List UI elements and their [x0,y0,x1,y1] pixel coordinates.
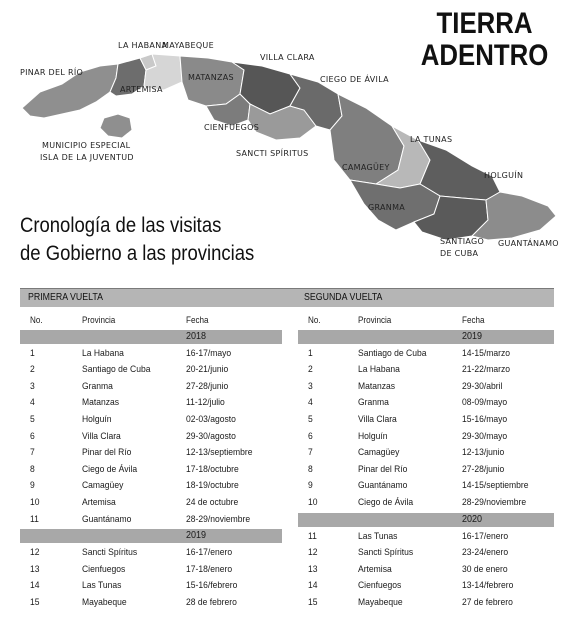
primera-vuelta-title: PRIMERA VUELTA [28,292,103,303]
row-provincia: Las Tunas [358,530,398,542]
table-row [20,362,282,379]
vuelta-header-bar [20,288,554,307]
table-row [298,478,554,495]
col-header-provincia: Provincia [82,315,116,325]
row-provincia: Cienfuegos [358,580,402,592]
table-row [20,429,282,446]
table-row [298,362,554,379]
year-label: 2020 [462,513,483,525]
province-isla-de-la-juventud [100,114,132,138]
row-provincia: Camagüey [82,480,124,492]
title-line-2: ADENTRO [420,39,548,72]
table-row [20,562,282,579]
row-fecha: 08-09/mayo [462,397,508,409]
row-number: 11 [30,513,39,525]
row-fecha: 11-12/julio [186,397,225,409]
row-provincia: Guantánamo [82,513,132,525]
row-fecha: 27 de febrero [462,596,513,608]
row-number: 4 [30,397,35,409]
table-row [20,379,282,396]
row-provincia: Granma [82,380,113,392]
row-fecha: 17-18/octubre [186,463,239,475]
row-number: 5 [308,413,313,425]
row-number: 14 [30,580,40,592]
row-fecha: 29-30/abril [462,380,503,392]
row-fecha: 27-28/junio [186,380,229,392]
row-number: 10 [308,496,318,508]
table-row [298,379,554,396]
row-number: 12 [308,547,318,559]
row-provincia: Cienfuegos [82,563,126,575]
table-header-row [20,312,282,329]
row-fecha: 12-13/septiembre [186,447,253,459]
row-provincia: Camagüey [358,447,400,459]
row-provincia: Santiago de Cuba [82,364,151,376]
segunda-rows-2020 [298,529,554,612]
table-row [298,346,554,363]
year-bar-2019 [298,330,554,344]
segunda-rows-2019 [298,346,554,512]
map-label-guantanamo: GUANTÁNAMO [498,239,559,248]
map-label-ciego: CIEGO DE ÁVILA [320,75,389,84]
row-number: 3 [30,380,35,392]
heading-line-2: de Gobierno a las provincias [20,242,255,265]
year-bar-2019 [20,529,282,543]
table-row [298,412,554,429]
map-label-isla-2: ISLA DE LA JUVENTUD [40,153,134,162]
row-provincia: Holguín [82,413,112,425]
map-label-habana: LA HABANA [118,41,168,50]
row-fecha: 14-15/marzo [462,347,511,359]
segunda-vuelta-title: SEGUNDA VUELTA [304,292,383,303]
table-row [20,395,282,412]
table-row [298,562,554,579]
row-fecha: 28-29/noviembre [186,513,251,525]
table-row [20,578,282,595]
row-fecha: 13-14/febrero [462,580,514,592]
row-number: 14 [308,580,318,592]
primera-rows-2019 [20,545,282,611]
map-label-villa-clara: VILLA CLARA [260,53,315,62]
row-provincia: Villa Clara [82,430,121,442]
row-number: 11 [308,530,317,542]
row-provincia: Las Tunas [82,580,122,592]
row-fecha: 15-16/mayo [462,413,508,425]
row-provincia: Sancti Spíritus [358,547,414,559]
heading-line-1: Cronología de las visitas [20,214,222,237]
table-row [298,595,554,612]
year-label: 2019 [186,530,207,542]
row-fecha: 18-19/octubre [186,480,239,492]
map-label-cienfuegos: CIENFUEGOS [204,123,260,132]
row-provincia: Matanzas [82,397,120,409]
section-heading [20,212,254,268]
col-header-no: No. [30,315,43,325]
row-provincia: Santiago de Cuba [358,347,427,359]
row-number: 13 [30,563,40,575]
table-row [20,512,282,529]
table-row [298,429,554,446]
primera-vuelta-table [20,312,282,612]
map-label-artemisa: ARTEMISA [120,85,163,94]
col-header-fecha: Fecha [186,315,209,325]
table-row [298,529,554,546]
row-number: 2 [30,364,35,376]
primera-rows-2018 [20,346,282,529]
row-fecha: 12-13/junio [462,447,505,459]
row-fecha: 24 de octubre [186,496,239,508]
row-fecha: 14-15/septiembre [462,480,529,492]
row-fecha: 30 de enero [462,563,508,575]
map-label-isla-1: MUNICIPIO ESPECIAL [42,141,131,150]
row-fecha: 23-24/enero [462,547,509,559]
table-row [20,545,282,562]
row-fecha: 16-17/enero [462,530,509,542]
row-number: 12 [30,547,40,559]
map-label-mayabeque: MAYABEQUE [162,41,214,50]
page-title [420,8,548,72]
table-row [20,478,282,495]
year-label: 2019 [462,330,483,342]
table-row [20,495,282,512]
year-bar-2020 [298,513,554,527]
row-fecha: 21-22/marzo [462,364,511,376]
row-provincia: Granma [358,397,389,409]
map-label-santiago-1: SANTIAGO [440,237,485,246]
row-number: 6 [30,430,35,442]
row-fecha: 27-28/junio [462,463,505,475]
table-row [298,445,554,462]
table-row [298,578,554,595]
map-label-pinar: PINAR DEL RÍO [20,68,84,77]
year-label: 2018 [186,330,207,342]
row-fecha: 02-03/agosto [186,413,236,425]
row-provincia: Mayabeque [358,596,403,608]
col-header-fecha: Fecha [462,315,485,325]
table-row [20,412,282,429]
row-number: 9 [30,480,35,492]
row-provincia: Sancti Spíritus [82,547,138,559]
row-provincia: Matanzas [358,380,396,392]
row-provincia: Ciego de Ávila [358,496,414,508]
row-fecha: 28 de febrero [186,596,237,608]
table-row [298,495,554,512]
row-number: 3 [308,380,313,392]
row-provincia: Pinar del Río [358,463,408,475]
map-label-sancti: SANCTI SPÍRITUS [236,149,309,158]
row-provincia: La Habana [82,347,124,359]
row-fecha: 15-16/febrero [186,580,238,592]
col-header-provincia: Provincia [358,315,392,325]
row-provincia: La Habana [358,364,400,376]
map-label-santiago-2: DE CUBA [440,249,479,258]
row-number: 4 [308,397,313,409]
table-row [298,395,554,412]
row-provincia: Guantánamo [358,480,408,492]
table-row [298,545,554,562]
table-row [20,346,282,363]
segunda-vuelta-table [298,312,554,612]
table-row [20,462,282,479]
row-provincia: Mayabeque [82,596,127,608]
row-number: 5 [30,413,35,425]
row-provincia: Holguín [358,430,388,442]
row-number: 15 [30,596,40,608]
row-number: 15 [308,596,318,608]
row-number: 9 [308,480,313,492]
table-row [20,595,282,612]
row-provincia: Artemisa [82,496,116,508]
map-label-matanzas: MATANZAS [188,73,234,82]
table-header-row [298,312,554,329]
table-row [298,462,554,479]
row-number: 8 [30,463,35,475]
row-fecha: 29-30/mayo [462,430,508,442]
row-number: 6 [308,430,313,442]
title-line-1: TIERRA [436,7,533,40]
row-number: 1 [308,347,313,359]
row-provincia: Artemisa [358,563,392,575]
year-bar-2018 [20,330,282,344]
row-number: 8 [308,463,313,475]
row-fecha: 16-17/mayo [186,347,232,359]
row-fecha: 20-21/junio [186,364,229,376]
map-label-camaguey: CAMAGÜEY [342,163,390,172]
row-number: 13 [308,563,318,575]
row-fecha: 29-30/agosto [186,430,236,442]
row-number: 7 [308,447,313,459]
row-provincia: Pinar del Río [82,447,132,459]
row-number: 7 [30,447,35,459]
row-fecha: 28-29/noviembre [462,496,527,508]
row-number: 10 [30,496,40,508]
table-row [20,445,282,462]
map-label-granma: GRANMA [368,203,406,212]
map-label-las-tunas: LA TUNAS [410,135,453,144]
row-number: 2 [308,364,313,376]
map-label-holguin: HOLGUÍN [484,171,524,180]
col-header-no: No. [308,315,321,325]
row-fecha: 17-18/enero [186,563,233,575]
row-fecha: 16-17/enero [186,547,233,559]
row-provincia: Ciego de Ávila [82,463,138,475]
row-number: 1 [30,347,35,359]
row-provincia: Villa Clara [358,413,397,425]
